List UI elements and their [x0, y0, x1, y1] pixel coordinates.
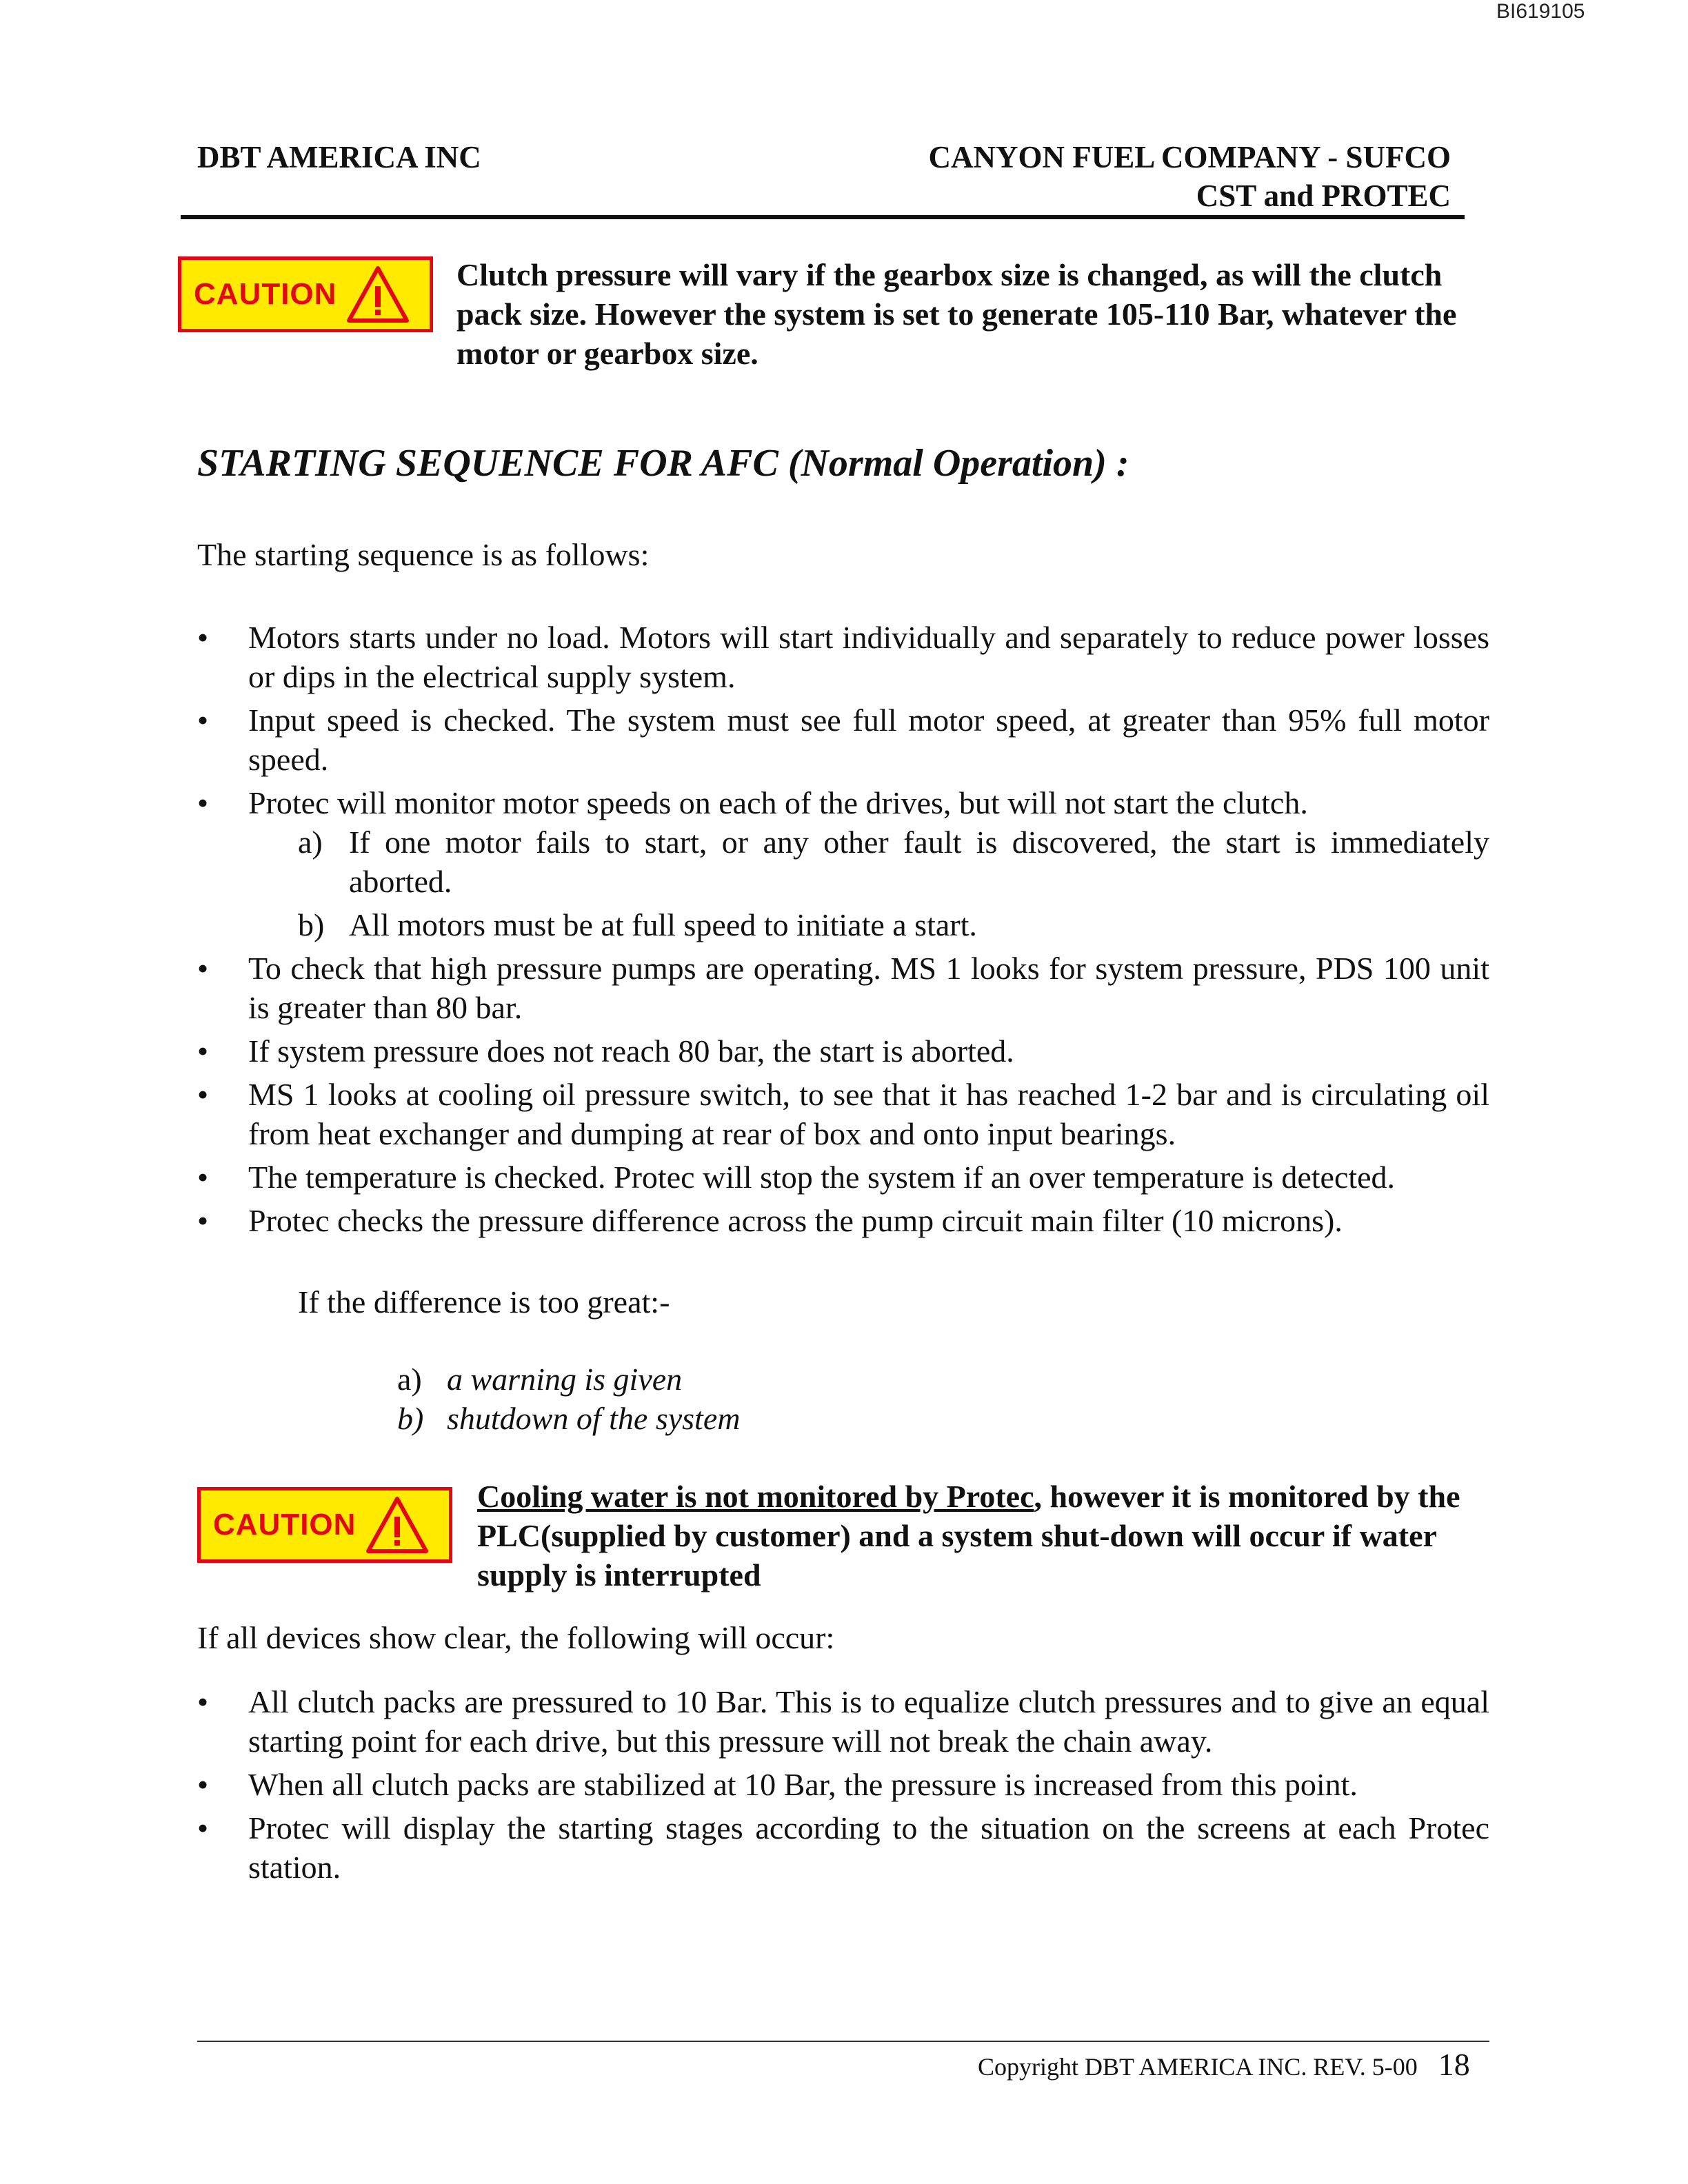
footer	[978, 2046, 1470, 2083]
list-item: • Input speed is checked. The system must see full motor speed, at greater than 95% full motor speed.	[197, 700, 1489, 779]
caution-badge	[178, 256, 433, 332]
header-divider	[181, 215, 1465, 219]
caution-message: Cooling water is not monitored by Protec, however it is monitored by the PLC(supplied by customer) and a system shut-down will occur if water supply is interrupted	[477, 1479, 1460, 1593]
clear-intro: If all devices show clear, the following will occur:	[197, 1620, 835, 1655]
section-title: STARTING SEQUENCE FOR AFC (Normal Operation) :	[197, 442, 1129, 485]
header-client-line1: CANYON FUEL COMPANY - SUFCO	[928, 140, 1451, 174]
list-item: • If system pressure does not reach 80 bar, the start is aborted.	[197, 1031, 1489, 1071]
page-number: 18	[1438, 2047, 1470, 2082]
warning-triangle-icon	[346, 265, 410, 323]
sub-list-item: b) All motors must be at full speed to initiate a start.	[298, 907, 977, 942]
list-item: • All clutch packs are pressured to 10 Bar. This is to equalize clutch pressures and to give an equal starting point for each drive, but this pressure will not break the chain away.	[197, 1682, 1489, 1761]
list-item: • Protec will monitor motor speeds on each of the drives, but will not start the clutch. a) If one motor fails to start, or any other fault is discovered, the start is immediately aborted. b) All motors must be at full speed to initiate a start.	[197, 783, 1489, 944]
bullet: •	[197, 620, 209, 655]
bullet: •	[197, 951, 209, 986]
footer-copyright: Copyright DBT AMERICA INC. REV. 5-00	[978, 2053, 1418, 2081]
header-client	[929, 138, 1451, 215]
bullet: •	[197, 1160, 209, 1195]
list-item: • When all clutch packs are stabilized at 10 Bar, the pressure is increased from this point.	[197, 1765, 1489, 1804]
document-id: BI619105	[1496, 0, 1585, 23]
starting-sequence-list	[197, 618, 1489, 1244]
difference-item: b) shutdown of the system	[397, 1401, 741, 1436]
caution-badge	[197, 1487, 452, 1563]
list-item: • Motors starts under no load. Motors will start individually and separately to reduce power losses or dips in the electrical supply system.	[197, 618, 1489, 696]
caution-label: CAUTION	[213, 1508, 356, 1541]
caution-label: CAUTION	[194, 277, 337, 311]
bullet: •	[197, 1684, 209, 1719]
list-item: • To check that high pressure pumps are operating. MS 1 looks for system pressure, PDS 100 unit is greater than 80 bar.	[197, 949, 1489, 1027]
list-item: • The temperature is checked. Protec will stop the system if an over temperature is detected.	[197, 1157, 1489, 1197]
list-item: • Protec checks the pressure difference across the pump circuit main filter (10 microns).	[197, 1201, 1489, 1240]
caution-emphasis: Cooling water is not monitored by Protec	[477, 1479, 1034, 1514]
difference-item: a) a warning is given	[397, 1362, 683, 1397]
clear-sequence-list	[197, 1682, 1489, 1891]
bullet: •	[197, 1767, 209, 1802]
bullet: •	[197, 1077, 209, 1112]
bullet: •	[197, 1810, 209, 1846]
bullet: •	[197, 1203, 209, 1238]
difference-intro: If the difference is too great:-	[298, 1284, 670, 1320]
footer-divider	[197, 2041, 1489, 2042]
header-client-line2: CST and PROTEC	[1196, 179, 1451, 213]
bullet: •	[197, 785, 209, 820]
sub-list	[248, 822, 1489, 944]
caution-message: Clutch pressure will vary if the gearbox size is changed, as will the clutch pack size. However the system is set to generate 105-110 Bar, whatever the motor or gearbox size.	[456, 257, 1457, 371]
header-company: DBT AMERICA INC	[197, 140, 481, 174]
difference-list	[397, 1359, 740, 1438]
bullet: •	[197, 702, 209, 738]
sub-list-item: a) If one motor fails to start, or any other fault is discovered, the start is immediately aborted.	[298, 825, 1489, 899]
intro-text: The starting sequence is as follows:	[197, 537, 650, 572]
list-item: • Protec will display the starting stages according to the situation on the screens at each Protec station.	[197, 1808, 1489, 1887]
bullet: •	[197, 1033, 209, 1069]
list-item: • MS 1 looks at cooling oil pressure switch, to see that it has reached 1-2 bar and is circulating oil from heat exchanger and dumping at rear of box and onto input bearings.	[197, 1075, 1489, 1153]
warning-triangle-icon	[365, 1496, 429, 1554]
